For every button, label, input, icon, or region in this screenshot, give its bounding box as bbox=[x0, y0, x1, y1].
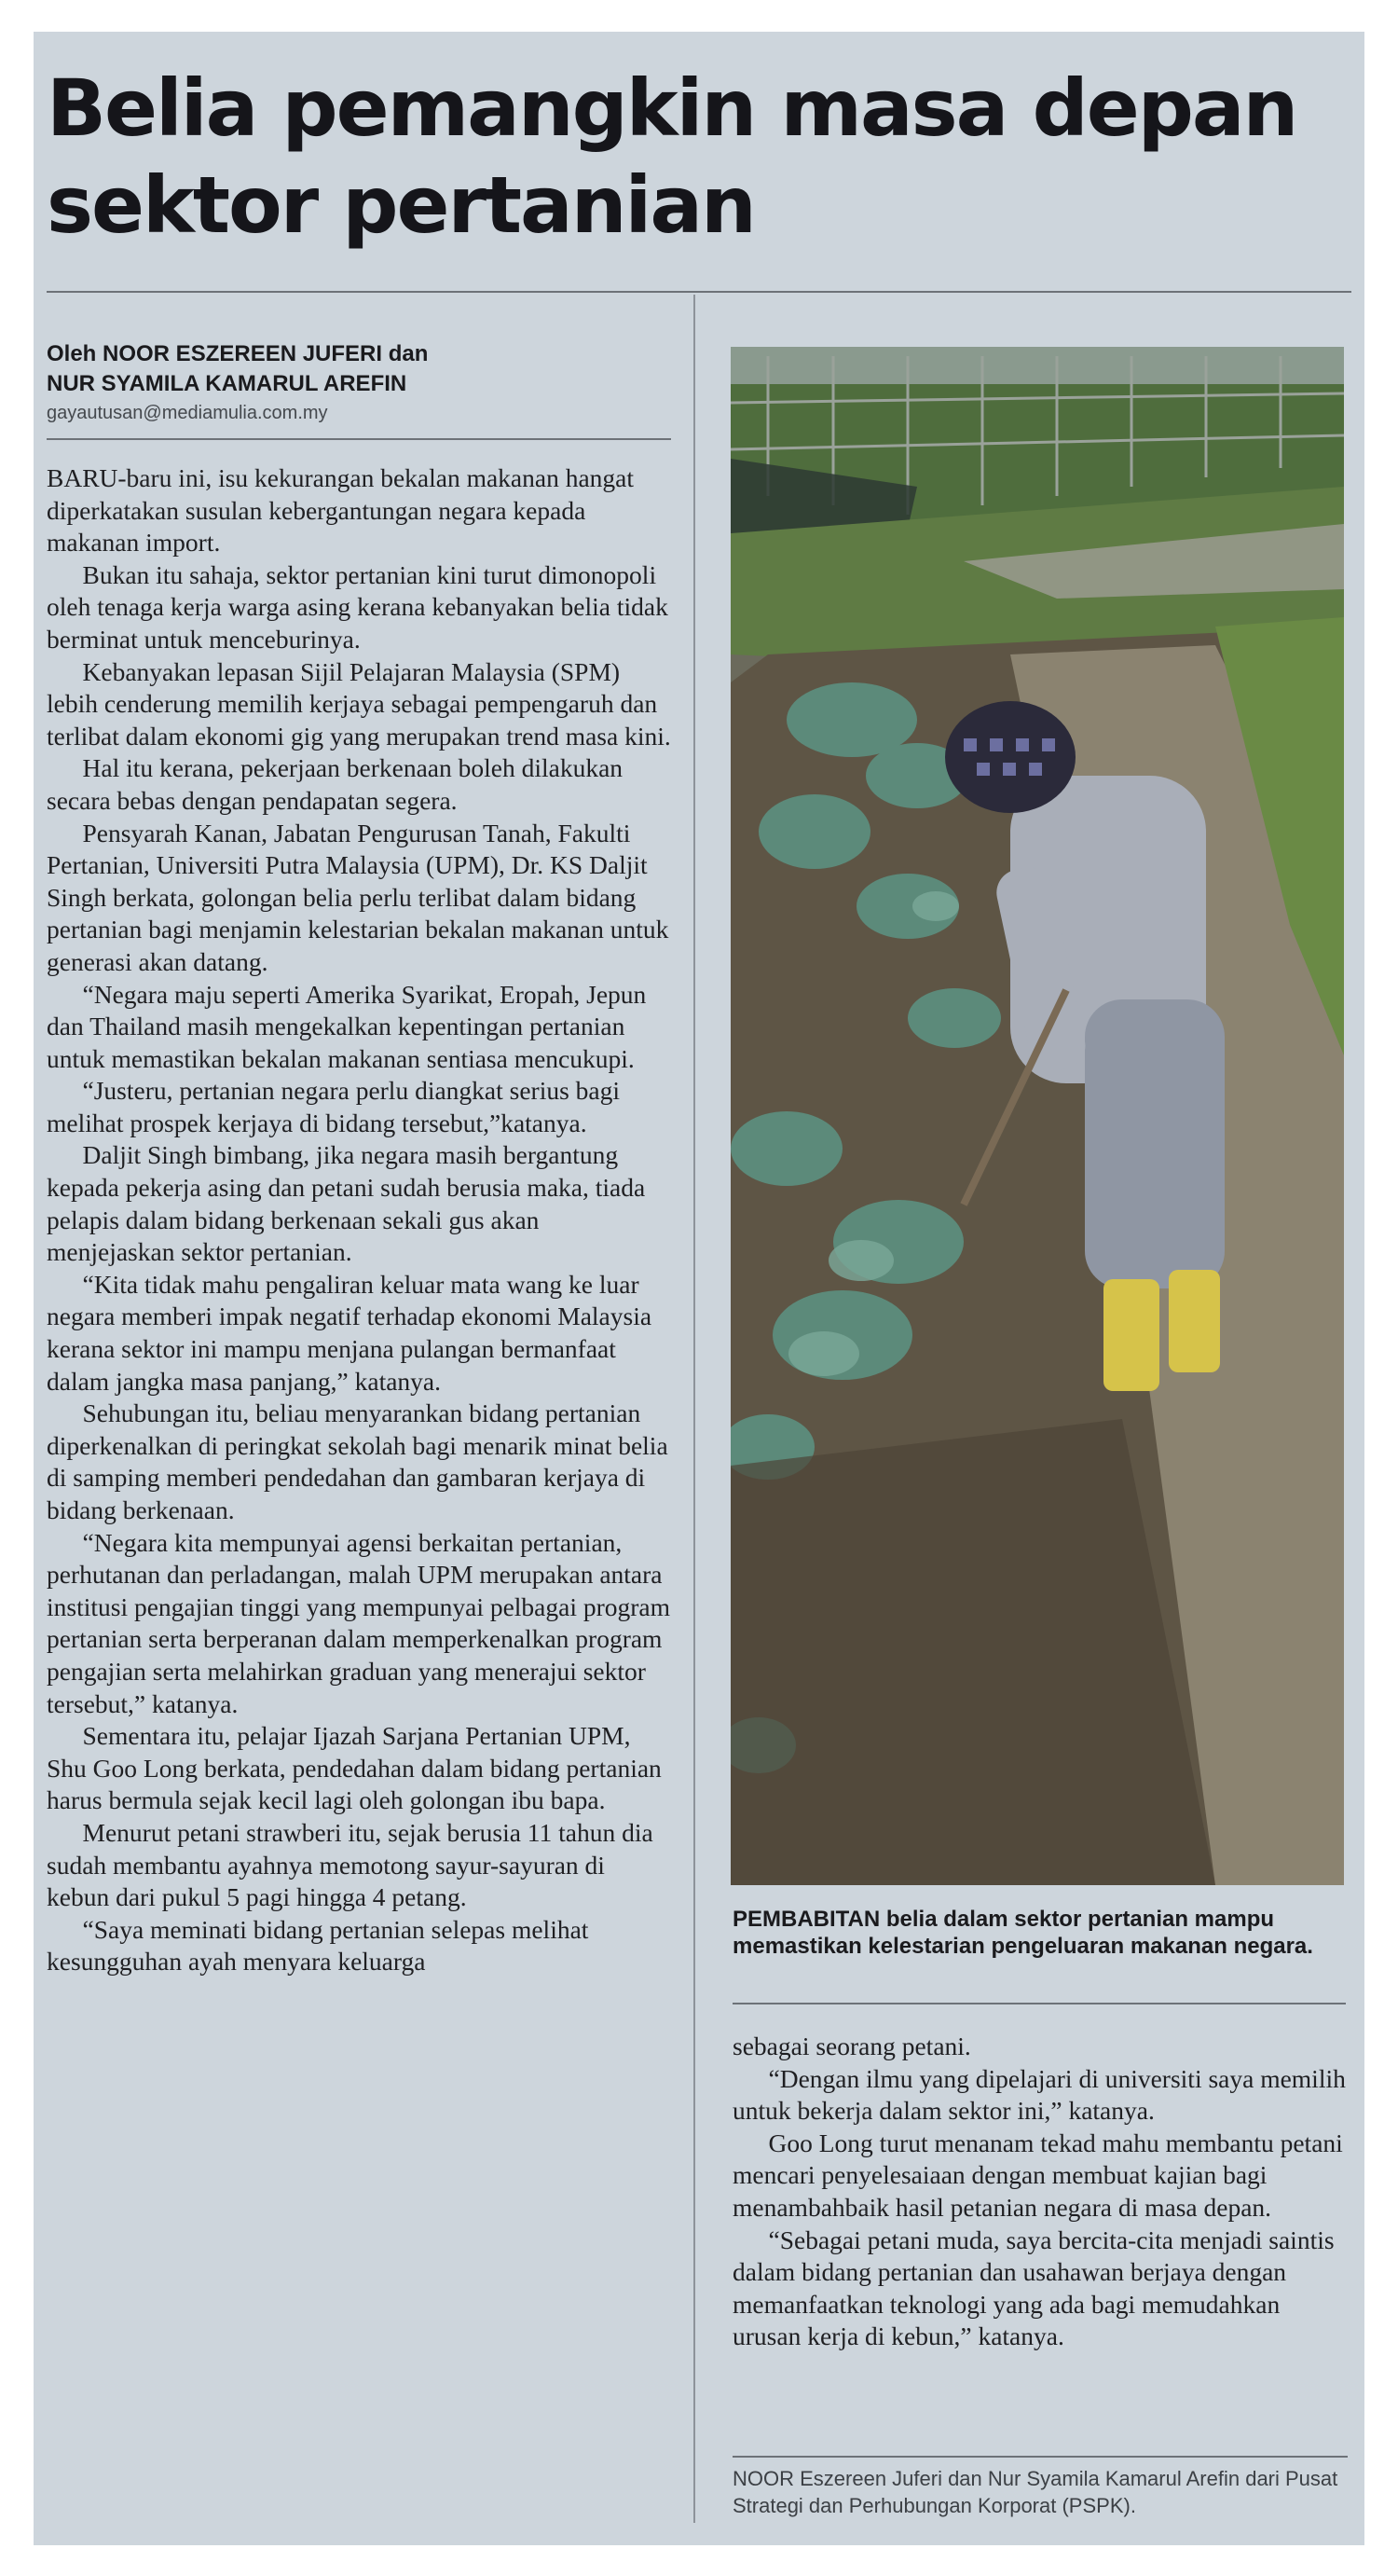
paragraph: “Negara maju seperti Amerika Syarikat, Eropah, Jepun dan Thailand masih mengekalkan kepentingan pertanian untuk memastikan bekalan makanan sentiasa mencukupi. bbox=[47, 979, 647, 1073]
farm-photo bbox=[731, 347, 1344, 1885]
headline-rule bbox=[47, 291, 1351, 293]
paragraph: Sementara itu, pelajar Ijazah Sarjana Pertanian UPM, Shu Goo Long berkata, pendedahan dalam bidang pertanian harus bermula sejak kecil lagi oleh golongan ibu bapa. bbox=[47, 1721, 662, 1815]
paragraph: “Sebagai petani muda, saya bercita-cita menjadi saintis dalam bidang pertanian dan usahawan berjaya dengan memanfaatkan teknologi yang ada bagi memudahkan urusan kerja di kebun,” katanya. bbox=[733, 2225, 1335, 2351]
paragraph: Pensyarah Kanan, Jabatan Pengurusan Tanah, Fakulti Pertanian, Universiti Putra Malaysia (UPM), Dr. KS Daljit Singh berkata, golongan belia perlu terlibat dalam bidang pertanian bagi menjamin kelestarian bekalan makanan untuk generasi akan datang. bbox=[47, 818, 669, 976]
paragraph: “Justeru, pertanian negara perlu diangkat serius bagi melihat prospek kerjaya di bidang tersebut,”katanya. bbox=[47, 1076, 621, 1137]
paragraph: Kebanyakan lepasan Sijil Pelajaran Malaysia (SPM) lebih cenderung memilih kerjaya sebagai pempengaruh dan terlibat dalam ekonomi gig yang merupakan trend masa kini. bbox=[47, 656, 671, 751]
photo-caption: PEMBABITAN belia dalam sektor pertanian mampu memastikan kelestarian pengeluaran makanan negara. bbox=[733, 1907, 1313, 1959]
paragraph: BARU-baru ini, isu kekurangan bekalan makanan hangat diperkatakan susulan kebergantungan negara kepada makanan import. bbox=[47, 463, 635, 558]
column-divider bbox=[693, 295, 695, 2523]
byline-authors-line2: NUR SYAMILA KAMARUL AREFIN bbox=[47, 371, 407, 396]
caption-rule bbox=[733, 2003, 1346, 2004]
paragraph: Goo Long turut menanam tekad mahu membantu petani mencari penyelesaiaan dengan membuat kajian bagi menambahbaik hasil petanian negara di masa depan. bbox=[733, 2128, 1343, 2222]
byline-email: gayautusan@mediamulia.com.my bbox=[47, 403, 328, 423]
footer-rule bbox=[733, 2456, 1348, 2458]
paragraph: Menurut petani strawberi itu, sejak berusia 11 tahun dia sudah membantu ayahnya memotong sayur-sayuran di kebun dari pukul 5 pagi hingga 4 petang. bbox=[47, 1817, 653, 1912]
article-body-left-column bbox=[47, 462, 673, 1978]
paragraph: “Kita tidak mahu pengaliran keluar mata wang ke luar negara memberi impak negatif terhadap ekonomi Malaysia kerana sektor ini mampu menjana pulangan bermanfaat dalam jangka masa panjang,” katanya. bbox=[47, 1269, 652, 1396]
paragraph: Sehubungan itu, beliau menyarankan bidang pertanian diperkenalkan di peringkat sekolah bagi menarik minat belia di samping memberi pendedahan dan gambaran kerjaya di bidang berkenaan. bbox=[47, 1398, 668, 1524]
paragraph: sebagai seorang petani. bbox=[733, 2032, 971, 2060]
farm-photo-illustration bbox=[731, 347, 1344, 1885]
paragraph: “Saya meminati bidang pertanian selepas melihat kesungguhan ayah menyara keluarga bbox=[47, 1914, 589, 1977]
byline-authors-line1: Oleh NOOR ESZEREEN JUFERI dan bbox=[47, 341, 429, 366]
paragraph: “Dengan ilmu yang dipelajari di universiti saya memilih untuk bekerja dalam sektor ini,” katanya. bbox=[733, 2063, 1346, 2126]
headline: Belia pemangkin masa depan sektor pertanian bbox=[47, 62, 1297, 251]
article-body-right-column bbox=[733, 2031, 1348, 2353]
paragraph: “Negara kita mempunyai agensi berkaitan pertanian, perhutanan dan perladangan, malah UPM merupakan antara institusi pengajian tinggi yang mempunyai pelbagai program pertanian serta berperanan dalam memperkenalkan program pengajian serta melahirkan graduan yang menerajui sektor tersebut,” katanya. bbox=[47, 1527, 671, 1718]
author-footnote: NOOR Eszereen Juferi dan Nur Syamila Kamarul Arefin dari Pusat Strategi dan Perhubungan Korporat (PSPK). bbox=[733, 2467, 1338, 2517]
byline-rule bbox=[47, 438, 671, 440]
paragraph: Hal itu kerana, pekerjaan berkenaan boleh dilakukan secara bebas dengan pendapatan segera. bbox=[47, 753, 624, 815]
paragraph: Daljit Singh bimbang, jika negara masih bergantung kepada pekerja asing dan petani sudah berusia maka, tiada pelapis dalam bidang berkenaan sekali gus akan menjejaskan sektor pertanian. bbox=[47, 1140, 646, 1267]
paragraph: Bukan itu sahaja, sektor pertanian kini turut dimonopoli oleh tenaga kerja warga asing kerana kebanyakan belia tidak berminat untuk menceburinya. bbox=[47, 559, 668, 654]
newspaper-clipping bbox=[34, 32, 1364, 2545]
